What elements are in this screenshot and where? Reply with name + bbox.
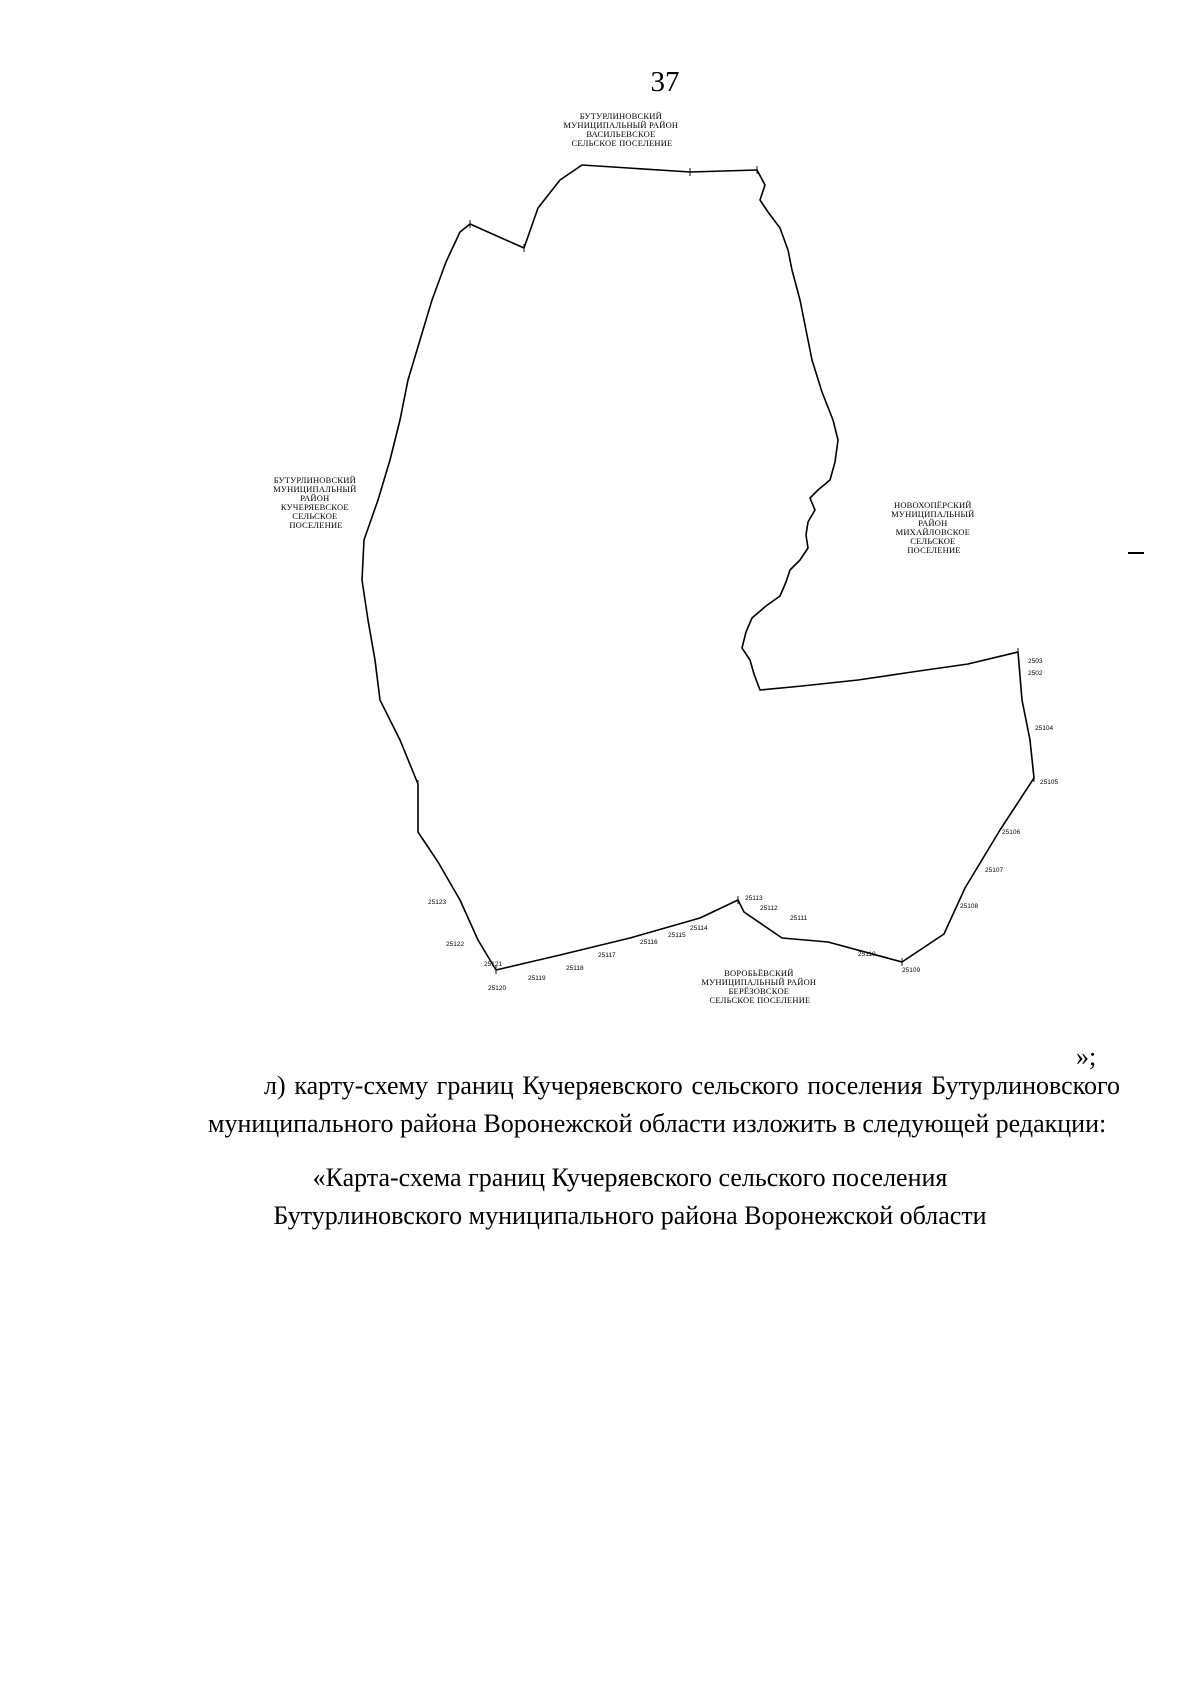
region-label-south: ВОРОБЬЁВСКИЙ МУНИЦИПАЛЬНЫЙ РАЙОН БЕРЁЗОВСКОЕ СЕЛЬСКОЕ ПОСЕЛЕНИЕ: [701, 968, 817, 1005]
point-label: 25113: [745, 895, 763, 902]
point-label: 25117: [598, 952, 616, 959]
point-label: 25106: [1002, 829, 1021, 836]
point-label: 25119: [528, 975, 546, 982]
point-label: 25116: [640, 939, 658, 946]
point-label: 25108: [960, 903, 979, 910]
point-label: 25109: [902, 967, 921, 974]
point-label: 25111: [790, 915, 808, 922]
point-label: 2502: [1028, 670, 1043, 677]
point-label: 2503: [1028, 658, 1043, 665]
point-label: 25105: [1040, 779, 1059, 786]
amendment-paragraph: [208, 1067, 1120, 1143]
closing-quote: »;: [1076, 1042, 1097, 1071]
point-label: 25122: [446, 941, 465, 948]
boundary-point-labels: [428, 658, 1058, 992]
point-label: 25107: [985, 867, 1004, 874]
settlement-boundary: [362, 165, 1034, 970]
scan-mark: [1128, 552, 1144, 554]
point-label: 25121: [484, 961, 503, 968]
map-caption-line-2: Бутурлиновского муниципального района Воронежской области: [273, 1201, 987, 1230]
point-label: 25118: [566, 965, 584, 972]
region-label-west: БУТУРЛИНОВСКИЙ МУНИЦИПАЛЬНЫЙ РАЙОН КУЧЕРЯЕВСКОЕ СЕЛЬСКОЕ ПОСЕЛЕНИЕ: [273, 475, 357, 530]
point-label: 25110: [858, 951, 876, 958]
region-label-north: БУТУРЛИНОВСКИЙ МУНИЦИПАЛЬНЫЙ РАЙОН ВАСИЛЬЕВСКОЕ СЕЛЬСКОЕ ПОСЕЛЕНИЕ: [563, 111, 679, 148]
region-label-east: НОВОХОПЁРСКИЙ МУНИЦИПАЛЬНЫЙ РАЙОН МИХАЙЛОВСКОЕ СЕЛЬСКОЕ ПОСЕЛЕНИЕ: [891, 500, 975, 555]
map-caption-line-1: «Карта-схема границ Кучеряевского сельского поселения: [312, 1163, 948, 1192]
point-label: 25120: [488, 985, 507, 992]
amendment-text: л) карту-схему границ Кучеряевского сельского поселения Бутурлиновского муниципального района Воронежской области изложить в следующей редакции:: [208, 1071, 1120, 1138]
point-label: 25112: [760, 905, 778, 912]
point-label: 25104: [1035, 725, 1054, 732]
point-label: 25123: [428, 899, 447, 906]
point-label: 25114: [690, 925, 708, 932]
page-number: 37: [650, 66, 680, 98]
boundary-point-ticks: [418, 166, 1034, 974]
point-label: 25115: [668, 932, 686, 939]
